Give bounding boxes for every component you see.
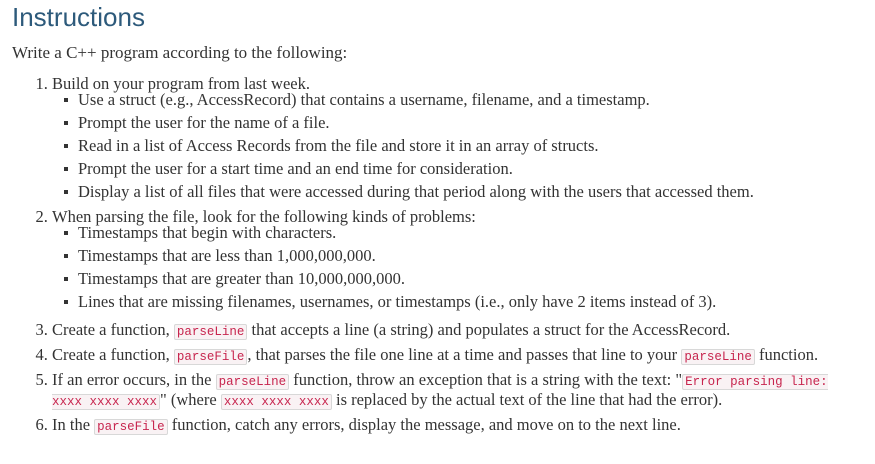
instruction-item-3 [52,321,863,341]
instruction-text: Create a function, [52,320,174,339]
instruction-text: Create a function, [52,345,174,364]
instruction-text: When parsing the file, look for the following kinds of problems: [52,207,476,226]
sub-item: Lines that are missing filenames, usernames, or timestamps (i.e., only have 2 items instead of 3). [78,290,863,313]
instruction-text: that accepts a line (a string) and populates a struct for the AccessRecord. [247,320,731,339]
sub-item: Prompt the user for a start time and an end time for consideration. [78,157,863,180]
code-error-message: Error parsing line: xxxx xxxx xxxx [52,375,828,409]
code-parseline: parseLine [174,324,248,340]
instruction-item-6 [52,416,863,436]
code-parsefile: parseFile [94,419,168,435]
sub-item: Timestamps that are greater than 10,000,000,000. [78,267,863,290]
page-title: Instructions [12,2,145,32]
code-parseline: parseLine [216,374,290,390]
instruction-text: Build on your program from last week. [52,74,310,93]
sub-list [52,88,863,203]
sub-item: Use a struct (e.g., AccessRecord) that contains a username, filename, and a timestamp. [78,88,863,111]
sub-item: Timestamps that begin with characters. [78,221,863,244]
instruction-list [12,75,863,436]
intro-text: Write a C++ program according to the following: [12,43,348,62]
code-parsefile: parseFile [174,349,248,365]
sub-item: Prompt the user for the name of a file. [78,111,863,134]
code-placeholder: xxxx xxxx xxxx [221,394,332,410]
instruction-item-2 [52,208,863,313]
instruction-text: , that parses the file one line at a time and passes that line to your [247,345,682,364]
instruction-text: " (where [160,390,221,409]
instruction-text: If an error occurs, in the [52,370,216,389]
code-parseline: parseLine [681,349,755,365]
sub-item: Timestamps that are less than 1,000,000,000. [78,244,863,267]
instruction-text: is replaced by the actual text of the line that had the error). [331,390,723,409]
instruction-text: function, catch any errors, display the message, and move on to the next line. [167,415,681,434]
instruction-item-1 [52,75,863,203]
instruction-text: function, throw an exception that is a string with the text: " [289,370,683,389]
instruction-item-4 [52,346,863,366]
sub-item: Display a list of all files that were accessed during that period along with the users that accessed them. [78,180,863,203]
instruction-item-5 [52,371,863,411]
sub-list [52,221,863,313]
sub-item: Read in a list of Access Records from the file and store it in an array of structs. [78,134,863,157]
instruction-text: function. [754,345,819,364]
instruction-text: In the [52,415,95,434]
